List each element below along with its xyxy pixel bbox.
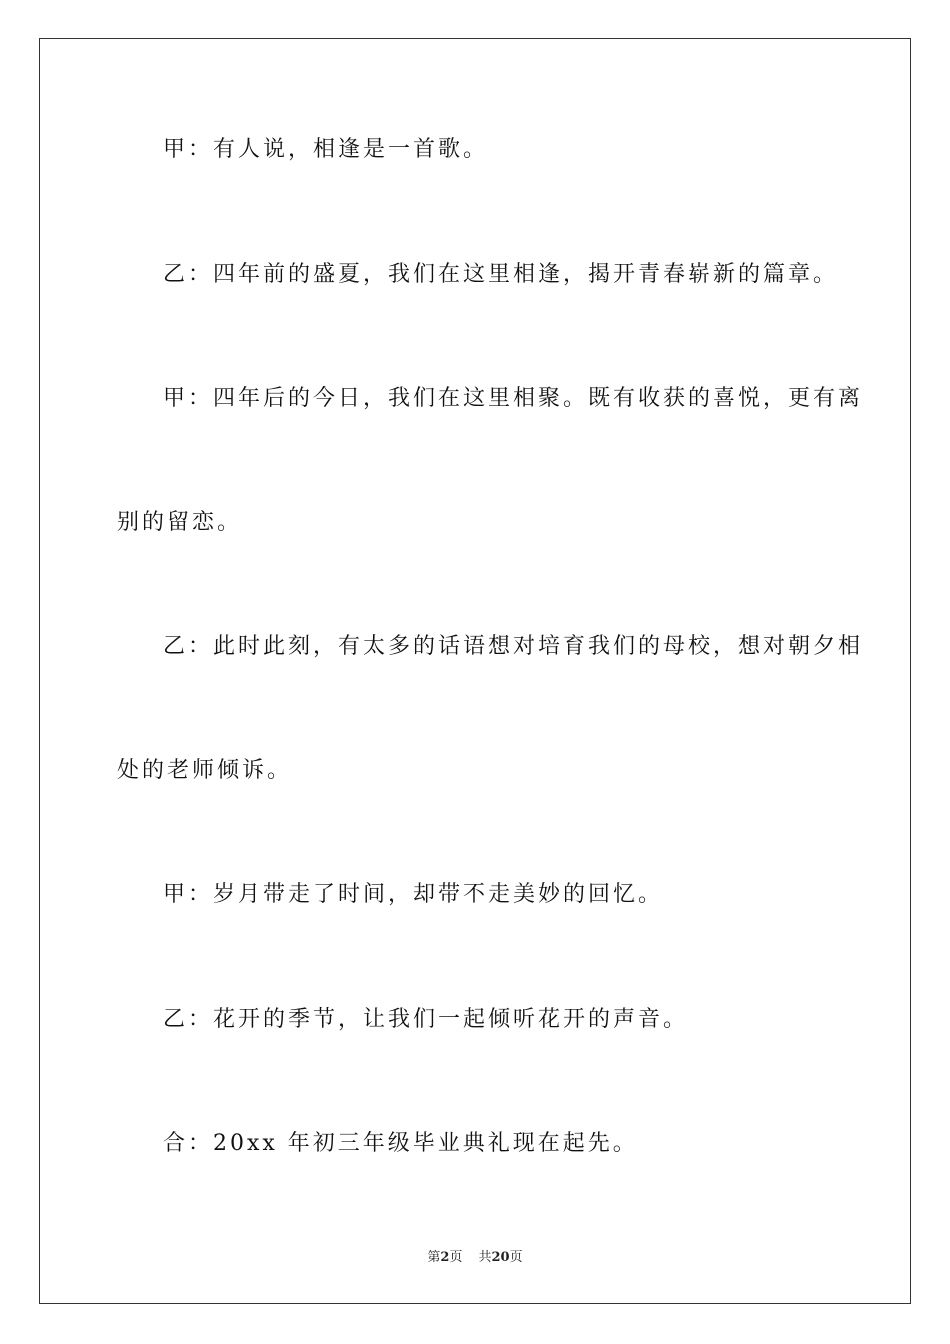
total-pages: 20 [491,1250,510,1265]
dialogue-line-2: 乙：四年前的盛夏，我们在这里相逢，揭开青春崭新的篇章。 [163,262,839,287]
page-prefix: 第 [427,1250,441,1265]
dialogue-line-5: 甲：岁月带走了时间，却带不走美妙的回忆。 [163,882,664,907]
dialogue-line-3-continued: 别的留恋。 [117,510,243,535]
total-suffix: 页 [509,1250,523,1265]
page-footer [0,1246,950,1265]
dialogue-line-3: 甲：四年后的今日，我们在这里相聚。既有收获的喜悦，更有离 [163,386,864,411]
page-suffix: 页 [449,1250,463,1265]
page-border [39,38,911,1304]
dialogue-line-1: 甲：有人说，相逢是一首歌。 [163,137,489,162]
total-prefix: 共 [478,1250,492,1265]
dialogue-line-4: 乙：此时此刻，有太多的话语想对培育我们的母校，想对朝夕相 [163,634,864,659]
page-number: 2 [440,1250,450,1265]
dialogue-line-7: 合：20xx 年初三年级毕业典礼现在起先。 [163,1131,638,1156]
dialogue-line-6: 乙：花开的季节，让我们一起倾听花开的声音。 [163,1007,689,1032]
dialogue-line-4-continued: 处的老师倾诉。 [117,758,293,783]
